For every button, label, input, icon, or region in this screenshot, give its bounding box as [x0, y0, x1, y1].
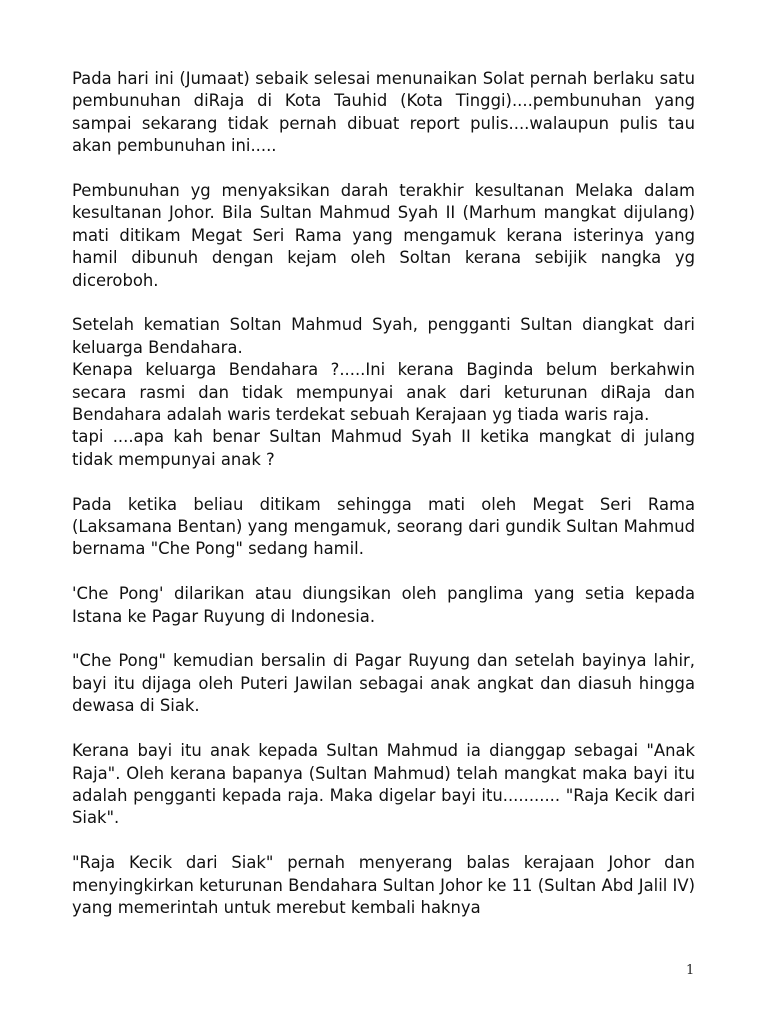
paragraph-5 [72, 583, 695, 628]
paragraph-6 [72, 650, 695, 717]
paragraph-text: "Raja Kecik dari Siak" pernah menyerang balas kerajaan Johor dan menyingkirkan keturunan Bendahara Sultan Johor ke 11 (Sultan Abd Jalil IV) yang memerintah untuk merebut kembali haknya [72, 853, 695, 917]
paragraph-text: 'Che Pong' dilarikan atau diungsikan oleh panglima yang setia kepada Istana ke Pagar Ruyung di Indonesia. [72, 584, 695, 626]
paragraph-text: Pada hari ini (Jumaat) sebaik selesai menunaikan Solat pernah berlaku satu pembunuhan diRaja di Kota Tauhid (Kota Tinggi)....pembunuhan yang sampai sekarang tidak pernah dibuat report pulis....walaupun pulis tau akan pembunuhan ini..... [72, 69, 695, 156]
paragraph-text: Pada ketika beliau ditikam sehingga mati oleh Megat Seri Rama (Laksamana Bentan) yang mengamuk, seorang dari gundik Sultan Mahmud bernama "Che Pong" sedang hamil. [72, 494, 695, 559]
document-body [72, 68, 695, 942]
paragraph-text: Kerana bayi itu anak kepada Sultan Mahmud ia dianggap sebagai "Anak Raja". Oleh kerana bapanya (Sultan Mahmud) telah mangkat maka bayi itu adalah pengganti kepada raja. Maka digelar bayi itu........... "Raja Kecik dari Siak". [72, 741, 695, 828]
paragraph-text: Kenapa keluarga Bendahara ?.....Ini kerana Baginda belum berkahwin secara rasmi dan tidak mempunyai anak dari keturunan diRaja dan Bendahara adalah waris terdekat sebuah Kerajaan yg tiada waris raja. [72, 360, 695, 425]
paragraph-7 [72, 740, 695, 830]
paragraph-8 [72, 852, 695, 919]
paragraph-2 [72, 180, 695, 292]
paragraph-4 [72, 494, 695, 561]
paragraph-text: Pembunuhan yg menyaksikan darah terakhir kesultanan Melaka dalam kesultanan Johor. Bila Sultan Mahmud Syah II (Marhum mangkat dijulang) mati ditikam Megat Seri Rama yang mengamuk kerana isterinya yang hamil dibunuh dengan kejam oleh Soltan kerana sebijik nangka yg diceroboh. [72, 181, 695, 290]
paragraph-3 [72, 314, 695, 471]
page-number: 1 [686, 963, 695, 978]
paragraph-1 [72, 68, 695, 158]
paragraph-text: tapi ....apa kah benar Sultan Mahmud Syah II ketika mangkat di julang tidak mempunyai anak ? [72, 427, 695, 469]
paragraph-text: Setelah kematian Soltan Mahmud Syah, pengganti Sultan diangkat dari keluarga Bendahara. [72, 315, 695, 357]
paragraph-text: "Che Pong" kemudian bersalin di Pagar Ruyung dan setelah bayinya lahir, bayi itu dijaga oleh Puteri Jawilan sebagai anak angkat dan diasuh hingga dewasa di Siak. [72, 651, 695, 716]
